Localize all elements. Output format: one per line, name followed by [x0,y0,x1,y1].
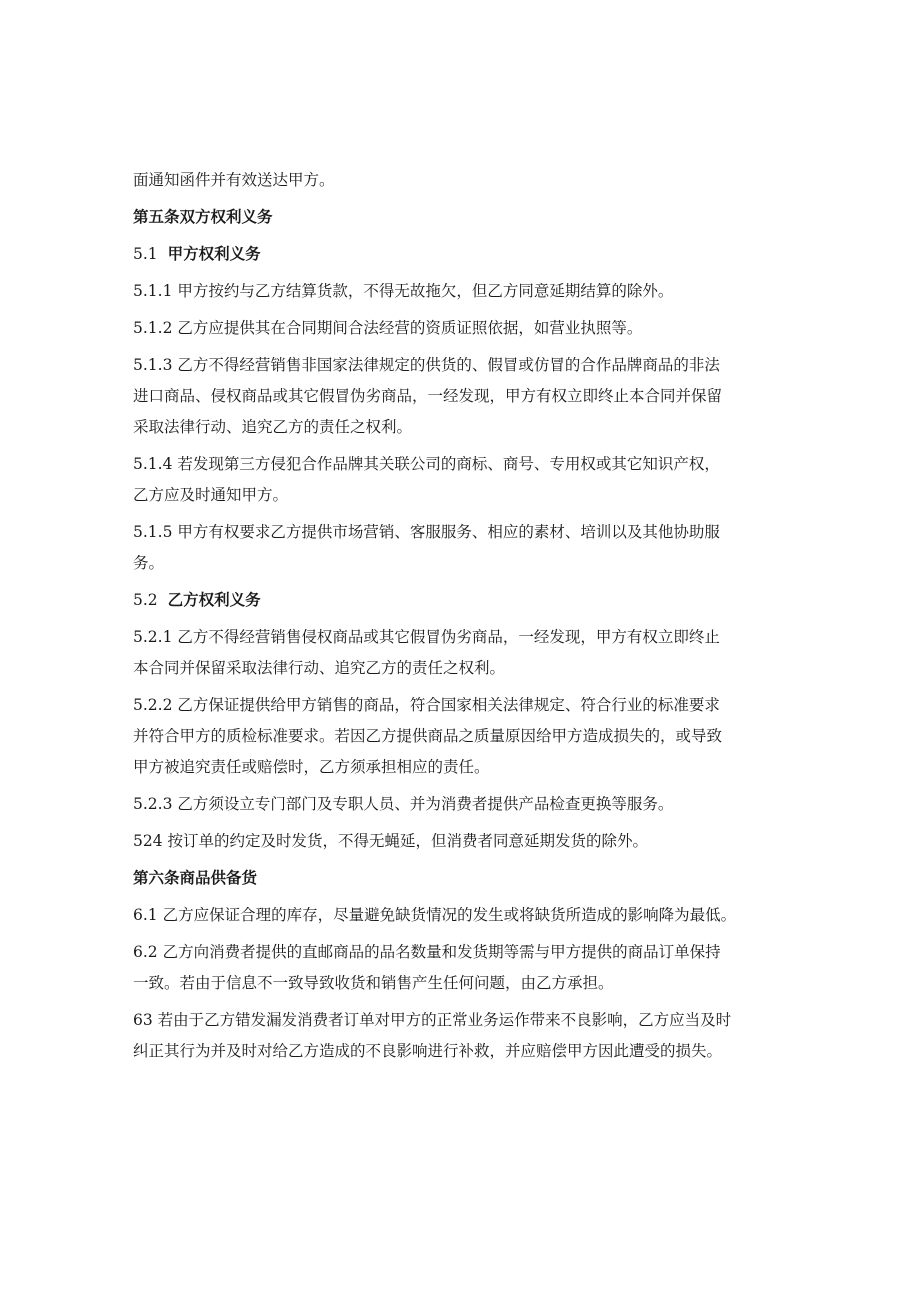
subsection-heading [133,239,793,270]
line-text: 并符合甲方的质检标准要求。若因乙方提供商品之质量原因给甲方造成损失的，或导致 [133,727,723,745]
clause-number: 5.1.1 [133,282,173,300]
line-text: 乙方不得经营销售侵权商品或其它假冒伪劣商品，一经发现，甲方有权立即终止 [177,628,720,646]
line-text: 乙方应及时通知甲方。 [133,486,289,504]
paragraph-line [133,1036,793,1067]
line-text: 乙方须设立专门部门及专职人员、并为消费者提供产品检查更换等服务。 [177,795,674,813]
clause-number: 5.1.5 [133,523,173,541]
line-text: 本合同并保留采取法律行动、追究乙方的责任之权利。 [133,659,506,677]
paragraph-line [133,313,793,344]
line-text: 纠正其行为并及时对给乙方造成的不良影响进行补救，并应赔偿甲方因此遭受的损失。 [133,1042,723,1060]
line-text: 甲方有权要求乙方提供市场营销、客服服务、相应的素材、培训以及其他协助服 [177,523,720,541]
paragraph-line [133,350,793,381]
line-text: 采取法律行动、追究乙方的责任之权利。 [133,418,413,436]
subsection-number: 5.1 [133,245,158,263]
line-text: 面通知函件并有效送达甲方。 [133,171,335,189]
paragraph-line [133,826,793,857]
line-text: 若发现第三方侵犯合作品牌其关联公司的商标、商号、专用权或其它知识产权， [177,455,720,473]
paragraph-line [133,480,793,511]
line-text: 乙方不得经营销售非国家法律规定的供货的、假冒或仿冒的合作品牌商品的非法 [177,356,720,374]
clause-paragraph [133,165,793,196]
clause-paragraph [133,517,793,579]
line-text: 若由于乙方错发漏发消费者订单对甲方的正常业务运作带来不良影响，乙方应当及时 [157,1011,732,1029]
paragraph-line [133,381,793,412]
paragraph-line [133,653,793,684]
clause-paragraph [133,900,793,931]
line-text: 甲方按约与乙方结算货款，不得无故拖欠，但乙方同意延期结算的除外。 [177,282,674,300]
section-heading: 第五条双方权利义务 [133,208,273,226]
paragraph-line [133,752,793,783]
subsection-heading [133,585,793,616]
clause-paragraph [133,690,793,783]
clause-number: 5.2.2 [133,696,173,714]
paragraph-line [133,1005,793,1036]
paragraph-line [133,789,793,820]
line-text: 进口商品、侵权商品或其它假冒伪劣商品，一经发现，甲方有权立即终止本合同并保留 [133,387,723,405]
line-text: 务。 [133,554,165,572]
clause-number: 5.1.3 [133,356,173,374]
paragraph-line [133,900,793,931]
line-text: 乙方应提供其在合同期间合法经营的资质证照依据，如营业执照等。 [177,319,643,337]
document-body [133,165,793,1073]
paragraph-line [133,548,793,579]
paragraph-line [133,968,793,999]
clause-number: 5.1.4 [133,455,173,473]
clause-paragraph [133,449,793,511]
subsection-title: 乙方权利义务 [167,591,261,609]
clause-paragraph [133,937,793,999]
clause-paragraph [133,789,793,820]
paragraph-line [133,276,793,307]
paragraph-line [133,721,793,752]
clause-paragraph [133,313,793,344]
clause-number: 5.2.1 [133,628,173,646]
clause-paragraph [133,622,793,684]
subsection-number: 5.2 [133,591,158,609]
clause-paragraph [133,350,793,443]
line-text: 一致。若由于信息不一致导致收货和销售产生任何问题，由乙方承担。 [133,974,614,992]
clause-number: 6.1 [133,906,158,924]
section-heading: 第六条商品供备货 [133,869,258,887]
paragraph-line [133,937,793,968]
subsection-title: 甲方权利义务 [167,245,261,263]
paragraph-line [133,165,793,196]
clause-number: 5.2.3 [133,795,173,813]
line-text: 乙方应保证合理的库存，尽量避免缺货情况的发生或将缺货所造成的影响降为最低。 [162,906,737,924]
line-text: 乙方向消费者提供的直邮商品的品名数量和发货期等需与甲方提供的商品订单保持 [162,943,721,961]
paragraph-line [133,690,793,721]
clause-number: 6.2 [133,943,158,961]
clause-number: 5.1.2 [133,319,173,337]
clause-paragraph [133,826,793,857]
clause-number: 524 [133,832,163,850]
paragraph-line [133,517,793,548]
clause-number: 63 [133,1011,153,1029]
clause-paragraph [133,1005,793,1067]
clause-paragraph [133,276,793,307]
line-text: 乙方保证提供给甲方销售的商品，符合国家相关法律规定、符合行业的标准要求 [177,696,720,714]
line-text: 甲方被追究责任或赔偿时，乙方须承担相应的责任。 [133,758,490,776]
line-text: 按订单的约定及时发货，不得无蝇延，但消费者同意延期发货的除外。 [167,832,649,850]
paragraph-line [133,449,793,480]
paragraph-line [133,622,793,653]
paragraph-line [133,412,793,443]
